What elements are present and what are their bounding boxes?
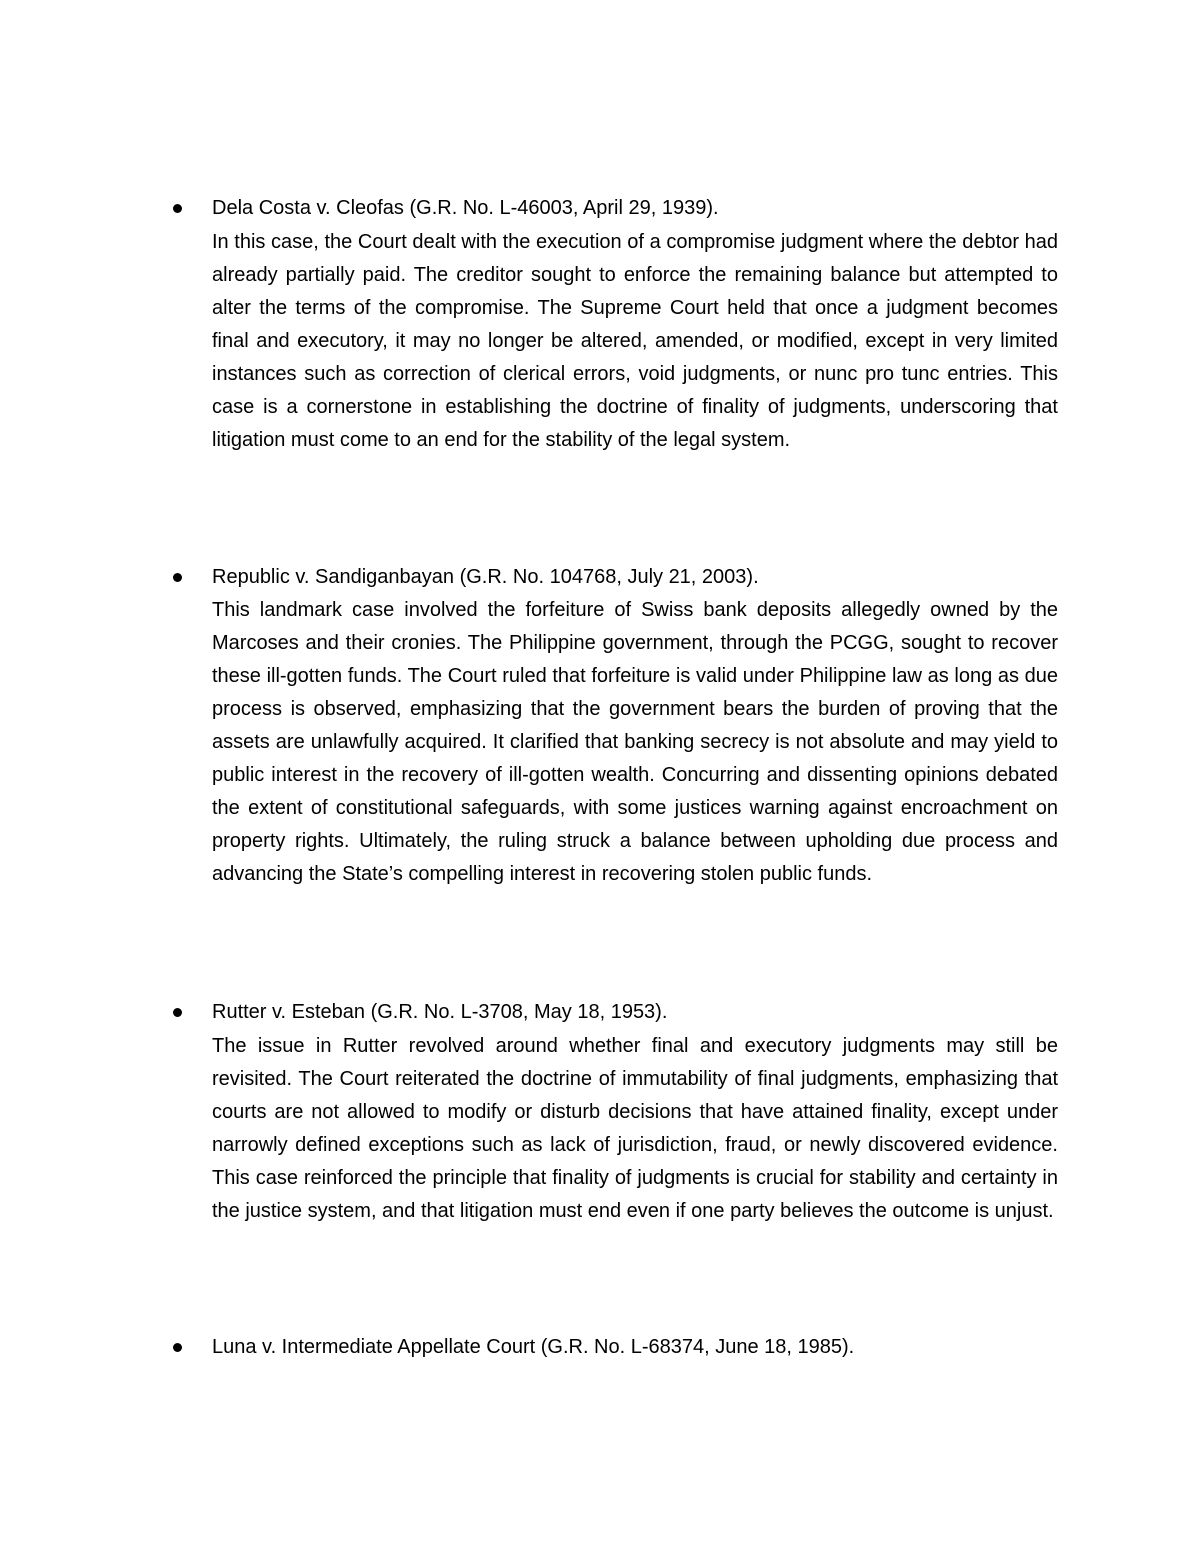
case-summary: This landmark case involved the forfeiture of Swiss bank deposits allegedly owned by the Marcoses and their cronies. The Philippine government, through the PCGG, sought to recover these ill-gotten funds. The Court ruled that forfeiture is valid under Philippine law as long as due process is observed, emphasizing that the government bears the burden of proving that the assets are unlawfully acquired. It clarified that banking secrecy is not absolute and may yield to public interest in the recovery of ill-gotten wealth. Concurring and dissenting opinions debated the extent of constitutional safeguards, with some justices warning against encroachment on property rights. Ultimately, the ruling struck a balance between upholding due process and advancing the State’s compelling interest in recovering stolen public funds. [212, 599, 1058, 885]
case-summary: The issue in Rutter revolved around whether final and executory judgments may still be revisited. The Court reiterated the doctrine of immutability of final judgments, emphasizing that courts are not allowed to modify or disturb decisions that have attained finality, except under narrowly defined exceptions such as lack of jurisdiction, fraud, or newly discovered evidence. This case reinforced the principle that finality of judgments is crucial for stability and certainty in the justice system, and that litigation must end even if one party believes the outcome is unjust. [212, 1035, 1058, 1222]
case-title: Dela Costa v. Cleofas (G.R. No. L-46003, April 29, 1939). [212, 197, 719, 219]
case-summary: In this case, the Court dealt with the execution of a compromise judgment where the debtor had already partially paid. The creditor sought to enforce the remaining balance but attempted to alter the terms of the compromise. The Supreme Court held that once a judgment becomes final and executory, it may no longer be altered, amended, or modified, except in very limited instances such as correction of clerical errors, void judgments, or nunc pro tunc entries. This case is a cornerstone in establishing the doctrine of finality of judgments, underscoring that litigation must come to an end for the stability of the legal system. [212, 231, 1058, 451]
bullet-icon [173, 204, 182, 213]
case-title: Luna v. Intermediate Appellate Court (G.R. No. L-68374, June 18, 1985). [212, 1336, 855, 1358]
bullet-icon [173, 1343, 182, 1352]
bullet-icon [173, 1008, 182, 1017]
case-title: Rutter v. Esteban (G.R. No. L-3708, May 18, 1953). [212, 1001, 668, 1023]
case-title: Republic v. Sandiganbayan (G.R. No. 104768, July 21, 2003). [212, 566, 759, 588]
bullet-icon [173, 573, 182, 582]
